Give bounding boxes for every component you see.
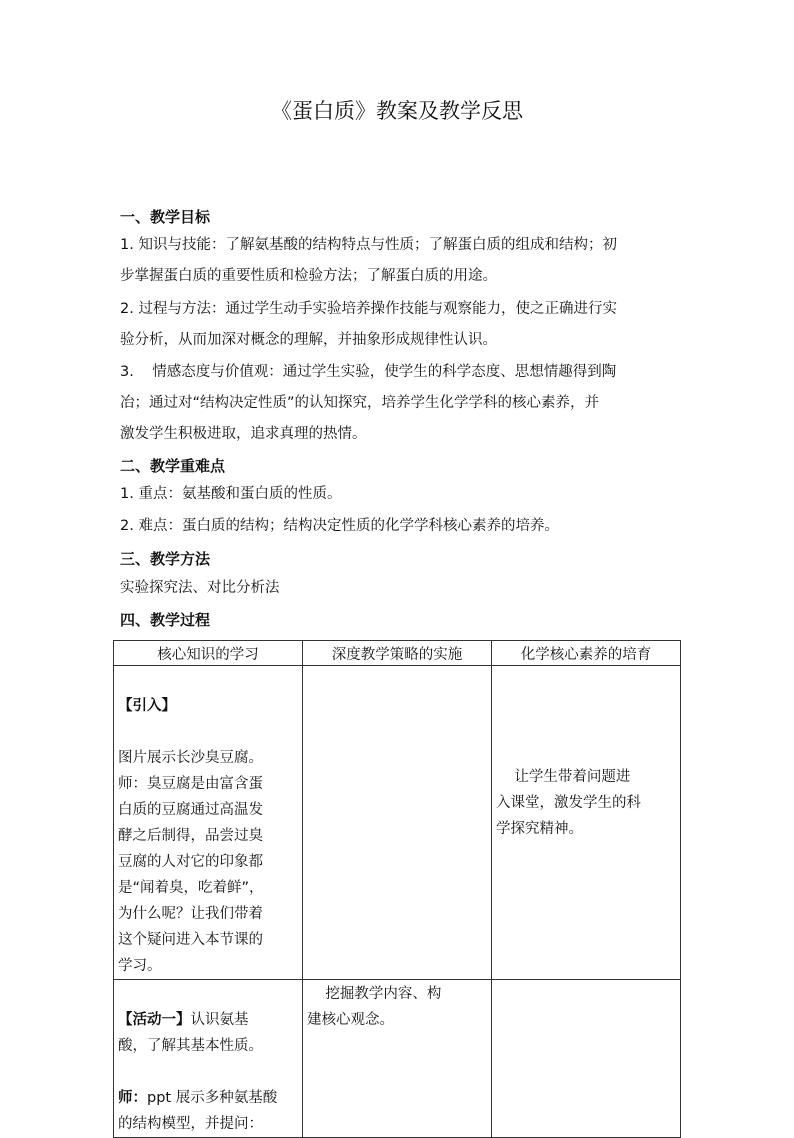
table-cell <box>492 980 681 1138</box>
objective-2-line-1: 2. 过程与方法：通过学生动手实验培养操作技能与观察能力，使之正确进行实 <box>120 301 617 317</box>
key-point-2: 2. 难点：蛋白质的结构；结构决定性质的化学学科核心素养的培养。 <box>120 518 559 534</box>
page-title: 《蛋白质》教案及教学反思 <box>271 99 523 123</box>
intro-text: 图片展示长沙臭豆腐。 师：臭豆腐是由富含蛋 白质的豆腐通过高温发 酵之后制得，品尝过臭 豆腐的人对它的印象都 是“闻着臭，吃着鲜”， 为什么呢？让我们带着 这个疑问进入本节课的 学习。 <box>118 750 264 974</box>
intro-literacy-text: 让学生带着问题进 入课堂，激发学生的科 学探究精神。 <box>496 769 641 837</box>
table-header-cell: 核心知识的学习 <box>114 641 303 666</box>
table-cell <box>114 666 303 980</box>
table-cell <box>303 666 492 980</box>
table-row <box>114 666 681 980</box>
activity-one-text-2: ppt 展示多种氨基酸 的结构模型，并提问： <box>118 1090 278 1132</box>
section-heading-process: 四、教学过程 <box>120 611 211 629</box>
objective-3-line-3: 激发学生积极进取，追求真理的热情。 <box>120 426 367 442</box>
section-heading-methods: 三、教学方法 <box>120 550 211 568</box>
objective-2-line-2: 验分析，从而加深对概念的理解，并抽象形成规律性认识。 <box>120 332 497 348</box>
objective-1-line-2: 步掌握蛋白质的重要性质和检验方法；了解蛋白质的用途。 <box>120 268 497 284</box>
activity-one-tag: 【活动一】 <box>118 1012 191 1028</box>
activity-one-strategy-text: 挖掘教学内容、构 建核心观念。 <box>307 986 442 1028</box>
intro-tag: 【引入】 <box>118 698 176 714</box>
section-heading-objectives: 一、教学目标 <box>120 208 211 226</box>
teacher-label: 师： <box>118 1090 147 1106</box>
activity-one-text: 认识氨基 酸，了解其基本性质。 <box>118 1012 263 1054</box>
table-header-cell: 深度教学策略的实施 <box>303 641 492 666</box>
teaching-process-table <box>113 640 681 1138</box>
table-header-cell: 化学核心素养的培育 <box>492 641 681 666</box>
table-cell <box>492 666 681 980</box>
table-cell <box>303 980 492 1138</box>
methods-text: 实验探究法、对比分析法 <box>120 580 280 596</box>
objective-3-line-2: 冶；通过对“结构决定性质”的认知探究，培养学生化学学科的核心素养，并 <box>120 395 600 411</box>
section-heading-key-points: 二、教学重难点 <box>120 457 226 475</box>
key-point-1: 1. 重点：氨基酸和蛋白质的性质。 <box>120 486 342 502</box>
table-header-row <box>114 641 681 666</box>
table-cell <box>114 980 303 1138</box>
objective-1-line-1: 1. 知识与技能：了解氨基酸的结构特点与性质；了解蛋白质的组成和结构；初 <box>120 237 617 253</box>
table-row <box>114 980 681 1138</box>
objective-3-line-1: 3. 情感态度与价值观：通过学生实验，使学生的科学态度、思想情趣得到陶 <box>120 364 617 380</box>
